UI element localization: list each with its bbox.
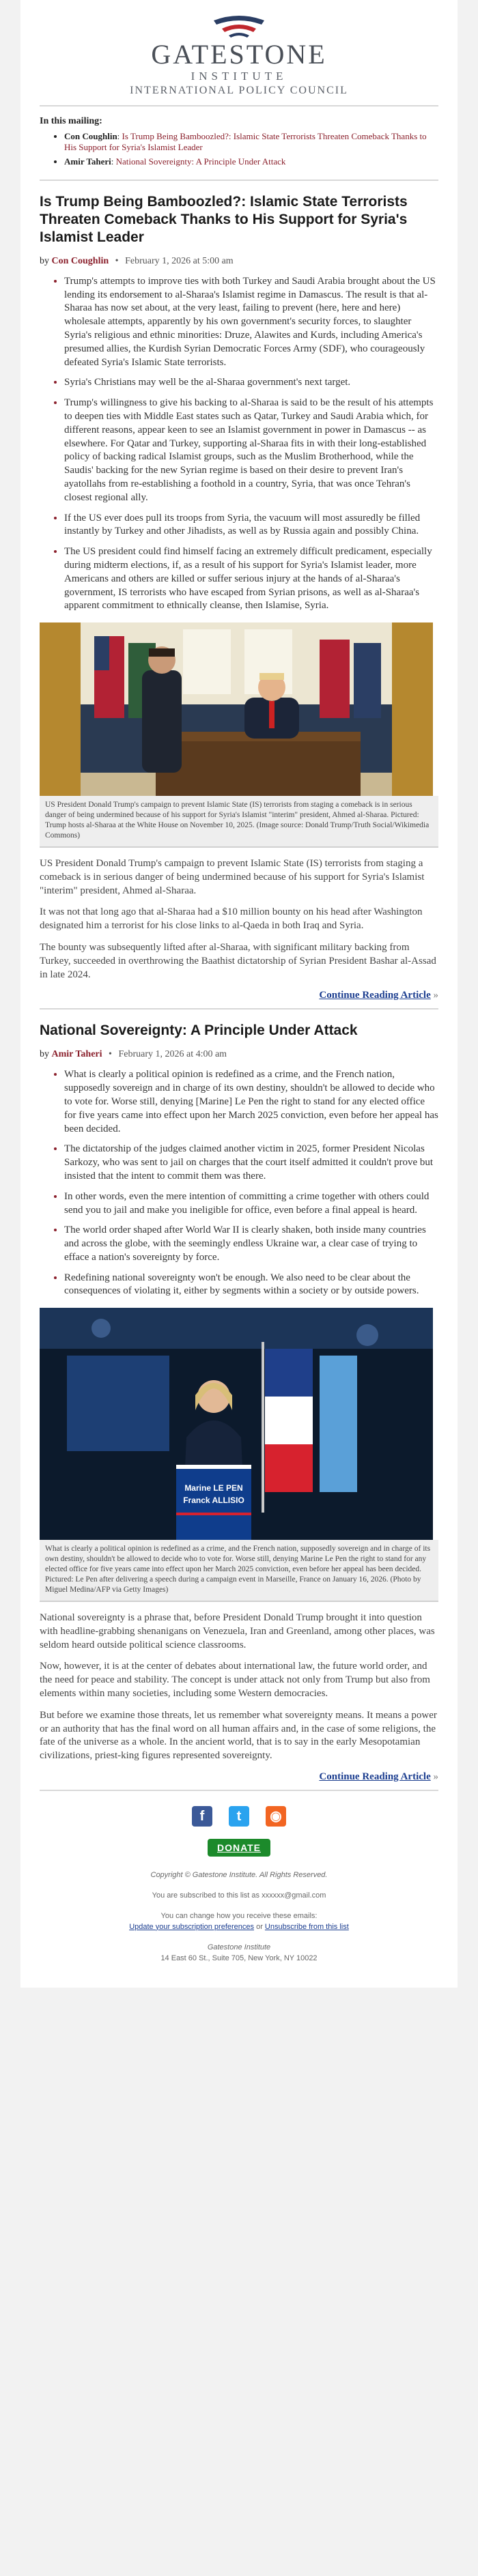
preferences-block (40, 1911, 438, 1933)
email-container (20, 0, 458, 1988)
toc-link[interactable]: National Sovereignty: A Principle Under Attack (115, 156, 286, 167)
summary-bullet: • The dictatorship of the judges claimed another victim in 2025, former President Nicolas Sarkozy, who was sent to jail on charges that the court itself admitted it couldn't prove but insisted that the intent to commit them was there. (64, 1143, 438, 1183)
toc-author: Con Coughlin (64, 131, 117, 141)
change-text: You can change how you receive these emails: (160, 1911, 318, 1920)
byline-separator: • (109, 1049, 112, 1060)
social-links (40, 1791, 438, 1832)
campaign-event-photo[interactable] (40, 1308, 433, 1540)
twitter-icon[interactable]: t (229, 1806, 249, 1827)
podium-text-2: Franck ALLISIO (183, 1495, 244, 1506)
article-paragraph: The bounty was subsequently lifted after al-Sharaa, with significant military backing from Turkey, succeeded in overthrowing the Baathist dictatorship of Syrian President Bashar al-Assad in late 2024. (40, 941, 436, 980)
article-title[interactable]: Is Trump Being Bamboozled?: Islamic State Terrorists Threaten Comeback Thanks to His Support for Syria's Islamist Leader (40, 193, 408, 245)
toc-list (40, 131, 438, 167)
article-figure (40, 1308, 438, 1602)
summary-bullets (40, 1068, 438, 1298)
article-paragraph: It was not that long ago that al-Sharaa had a $10 million bounty on his head after Washington designated him a terrorist for his close links to al-Qaeda in both Iraq and Syria. (40, 906, 423, 932)
oval-office-photo[interactable] (40, 622, 433, 796)
logo-subtitle: INSTITUTE (191, 70, 287, 83)
byline-date: February 1, 2026 at 5:00 am (125, 255, 234, 266)
photo-caption: What is clearly a political opinion is redefined as a crime, and the French nation, supposedly sovereign and in charge of its own destiny, shouldn't be allowed to decide who to vote for. Worse still, denying Marine Le Pen the right to stand for any elected office for five years came into effect upon her March 2025 conviction, even before her appeal has been decided. Pictured: Le Pen after delivering a speech during a campaign event in Marseille, France on January 16, 2026. (Photo by Miguel Medina/AFP via Getty Images) (40, 1540, 438, 1602)
byline (40, 1049, 438, 1060)
continue-reading (40, 990, 438, 1001)
gatestone-emblem-icon (201, 14, 277, 38)
byline-author[interactable]: Con Coughlin (51, 255, 109, 266)
continue-reading-link[interactable]: Continue Reading Article (319, 1771, 431, 1782)
podium-text-1: Marine LE PEN (184, 1483, 243, 1493)
subscribed-text: You are subscribed to this list as (152, 1891, 259, 1900)
facebook-icon[interactable]: f (192, 1806, 212, 1827)
footer (40, 1870, 438, 1964)
rss-icon[interactable]: ◉ (266, 1806, 286, 1827)
chevron-right-icon: » (433, 990, 438, 1001)
toc-item: • Con Coughlin: Is Trump Being Bamboozled?: Islamic State Terrorists Threaten Comeback Thanks to His Support for Syria's Islamist Leader (64, 131, 438, 154)
byline-author[interactable]: Amir Taheri (51, 1049, 102, 1060)
summary-bullet: • Syria's Christians may well be the al-Sharaa government's next target. (64, 376, 438, 390)
unsubscribe-link[interactable]: Unsubscribe from this list (264, 1922, 349, 1931)
summary-bullet: • In other words, even the mere intention of committing a crime together with others could send you to jail and make you ineligible for office, even before a final appeal is heard. (64, 1190, 438, 1218)
continue-reading-link[interactable]: Continue Reading Article (319, 990, 431, 1001)
summary-bullet: • The world order shaped after World War II is clearly shaken, both inside many countries and across the globe, with the seemingly endless Ukraine war, a clear case of trying to efface a nation's sovereignty by force. (64, 1224, 438, 1264)
subscribed-email: xxxxxx@gmail.com (262, 1891, 326, 1900)
postal-address (40, 1943, 438, 1964)
address: 14 East 60 St., Suite 705, New York, NY 10022 (160, 1954, 318, 1962)
photo-caption: US President Donald Trump's campaign to prevent Islamic State (IS) terrorists from staging a comeback is in serious danger of being undermined because of his support for Syria's Islamist "interim" president, Ahmed al-Sharaa. Pictured: Trump hosts al-Sharaa at the White House on November 10, 2025. (Image source: Donald Trump/Truth Social/Wikimedia Commons) (40, 796, 438, 848)
org-name: Gatestone Institute (207, 1943, 271, 1951)
toc-heading: In this mailing: (40, 116, 102, 126)
byline-date: February 1, 2026 at 4:00 am (118, 1049, 227, 1060)
summary-bullet: • Redefining national sovereignty won't be enough. We also need to be clear about the consequences of violating it, either by segments within a society or by outside powers. (64, 1272, 438, 1299)
summary-bullet: • If the US ever does pull its troops from Syria, the vacuum will most assuredly be filled instantly by Turkey and other Jihadists, as well as by Russia again and possibly China. (64, 512, 438, 539)
article-title[interactable]: National Sovereignty: A Principle Under Attack (40, 1022, 358, 1039)
donate-button[interactable]: DONATE (208, 1839, 270, 1857)
article-paragraph: National sovereignty is a phrase that, before President Donald Trump brought it into question with headline-grabbing shenanigans on Venezuela, Iran and Greenland, among other places, was seldom heard outside political science classrooms. (40, 1612, 435, 1650)
byline-by: by (40, 255, 49, 266)
summary-bullet: • Trump's willingness to give his backing to al-Sharaa is said to be the result of his attempts to deepen ties with Middle East states such as Qatar, Turkey and Saudi Arabia which, for different reasons, appear keen to see an Islamist government in power in Damascus -- as elsewhere. For Qatar and Turkey, supporting al-Sharaa fits in with their long-established policy of backing radical Islamist groups, such as the Muslim Brotherhood, while the Saudis' backing for the new Syrian regime is based on their desire to prevent Iran's ayatollahs from re-establishing a foothold in a country, Syria, that was once Tehran's closest regional ally. (64, 397, 438, 504)
copyright: Copyright © Gatestone Institute. All Rights Reserved. (150, 1870, 328, 1879)
donate-area (40, 1832, 438, 1870)
update-preferences-link[interactable]: Update your subscription preferences (129, 1922, 255, 1931)
in-this-mailing (40, 106, 438, 181)
byline-by: by (40, 1049, 49, 1060)
continue-reading (40, 1771, 438, 1783)
toc-link[interactable]: Is Trump Being Bamboozled?: Islamic State Terrorists Threaten Comeback Thanks to His Support for Syria's Islamist Leader (64, 131, 427, 153)
article-paragraph: Now, however, it is at the center of debates about international law, the future world order, and the need for peace and stability. The concept is under attack not only from Trump but also from elements within many societies, including some Western democracies. (40, 1661, 430, 1699)
or-text: or (256, 1922, 263, 1931)
summary-bullet: • The US president could find himself facing an extremely difficult predicament, especially during midterm elections, if, as a result of his support for Syria's Islamist leader, more Americans and others are killed or suffer serious injury at the hands of al-Sharaa's government, IS terrorists who have escaped from Syrian prisons, as well as al-Sharaa's apparent commitment to ethnically cleanse, then Islamise, Syria. (64, 545, 438, 613)
toc-item: • Amir Taheri: National Sovereignty: A Principle Under Attack (64, 156, 438, 167)
summary-bullet: • What is clearly a political opinion is redefined as a crime, and the French nation, supposedly sovereign and in charge of its own destiny, shouldn't be allowed to decide who to vote for. Worse still, denying [Marine] Le Pen the right to stand for any elected office for five years came into effect upon her March 2025 conviction, even before her appeal has been decided. (64, 1068, 438, 1136)
summary-bullet: • Trump's attempts to improve ties with both Turkey and Saudi Arabia brought about the US lending its endorsement to al-Sharaa's Islamist regime in Damascus. The result is that al-Sharaa has now set about, at the very least, failing to prevent (here, here and here) wholesale attempts, apparently by his own government's security forces, to slaughter Syria's religious and ethnic minorities: Druze, Alawites and Kurds, including America's presumed allies, the Kurdish Syrian Democratic Forces Army (SDF), who courageously defeated Syria's Islamic State terrorists. (64, 275, 438, 370)
byline (40, 256, 438, 267)
article-paragraph: US President Donald Trump's campaign to prevent Islamic State (IS) terrorists from staging a comeback is in serious danger of being undermined because of his support for Syria's Islamist "interim" president, Ahmed al-Sharaa. (40, 857, 425, 896)
byline-separator: • (115, 255, 119, 266)
header-logo[interactable] (40, 0, 438, 106)
subscription-notice (40, 1891, 438, 1902)
article-figure (40, 622, 438, 848)
toc-author: Amir Taheri (64, 156, 111, 167)
logo-name: GATESTONE (151, 39, 327, 70)
logo-tagline: INTERNATIONAL POLICY COUNCIL (130, 85, 348, 96)
article-1 (40, 181, 438, 1010)
chevron-right-icon: » (433, 1771, 438, 1782)
article-2 (40, 1010, 438, 1791)
summary-bullets (40, 275, 438, 613)
article-paragraph: But before we examine those threats, let us remember what sovereignty means. It means a power or an authority that has the final word on all human affairs and, in the case of some religions, the fate of the universe as a whole. In the ancient world, that is to say in the early Mesopotamian civilizations, priest-king figures represented sovereignty. (40, 1709, 437, 1762)
